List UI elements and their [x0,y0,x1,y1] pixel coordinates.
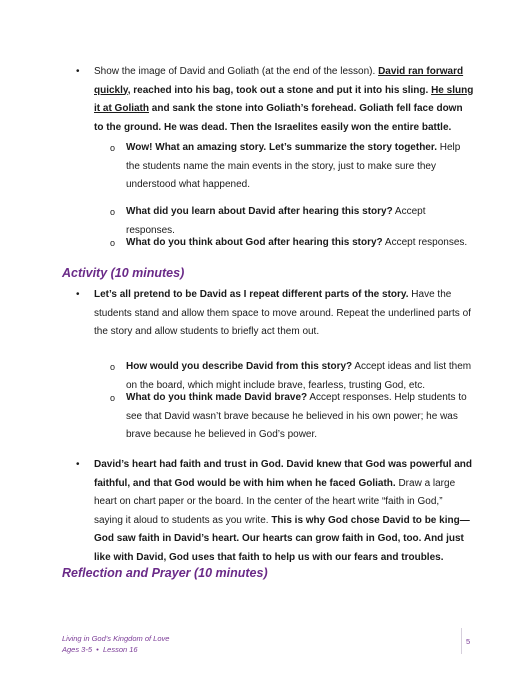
bullet-marker: • [76,459,80,470]
activity-heading: Activity (10 minutes) [62,266,185,280]
sub-paragraph-4: How would you describe David from this story? Accept ideas and list them on the board, which might include brave, fearless, trusting God, etc. [126,361,472,391]
page-number: 5 [466,637,471,646]
bullet-paragraph-3: David’s heart had faith and trust in God. David knew that God was powerful and faithful, and that God would be with him when he faced Goliath. Draw a large heart on chart paper or the board. In the center of the heart write “faith in God,” saying it aloud to students as you write. This is why God chose David to be king—God saw faith in David’s heart. Our hearts can grow faith in God, too. And just like with David, God uses that faith to help us with our fears and troubles. [94,459,473,563]
bullet-paragraph-2: Let’s all pretend to be David as I repeat different parts of the story. Have the students stand and allow them space to move around. Repeat the underlined parts of the story and allow students to briefly act them out. [94,289,471,337]
sub-paragraph-2: What did you learn about David after hearing this story? Accept responses. [126,206,426,236]
sub-paragraph-1: Wow! What an amazing story. Let’s summarize the story together. Help the students name the main events in the story, just to make sure they understood what happened. [126,142,461,190]
footer-subtitle: Ages 3-5 • Lesson 16 [62,645,138,654]
reflection-heading: Reflection and Prayer (10 minutes) [62,566,268,580]
sub-bullet-marker: o [110,393,116,403]
sub-bullet-marker: o [110,207,116,217]
sub-paragraph-5: What do you think made David brave? Accept responses. Help students to see that David wasn’t brave because he believed in his own power; he was brave because he believed in God’s power. [126,392,467,440]
footer-divider [461,628,462,654]
sub-bullet-marker: o [110,238,116,248]
bullet-paragraph-1: Show the image of David and Goliath (at the end of the lesson). David ran forward quickly, reached into his bag, took out a stone and put it into his sling. He slung it at Goliath and sank the stone into Goliath’s forehead. Goliath fell face down to the ground. He was dead. Then the Israelites easily won the entire battle. [94,66,474,133]
bullet-marker: • [76,289,80,300]
sub-paragraph-3: What do you think about God after hearing this story? Accept responses. [126,237,468,248]
sub-bullet-marker: o [110,362,116,372]
bullet-marker: • [76,66,80,77]
sub-bullet-marker: o [110,143,116,153]
footer-title: Living in God’s Kingdom of Love [62,634,170,643]
